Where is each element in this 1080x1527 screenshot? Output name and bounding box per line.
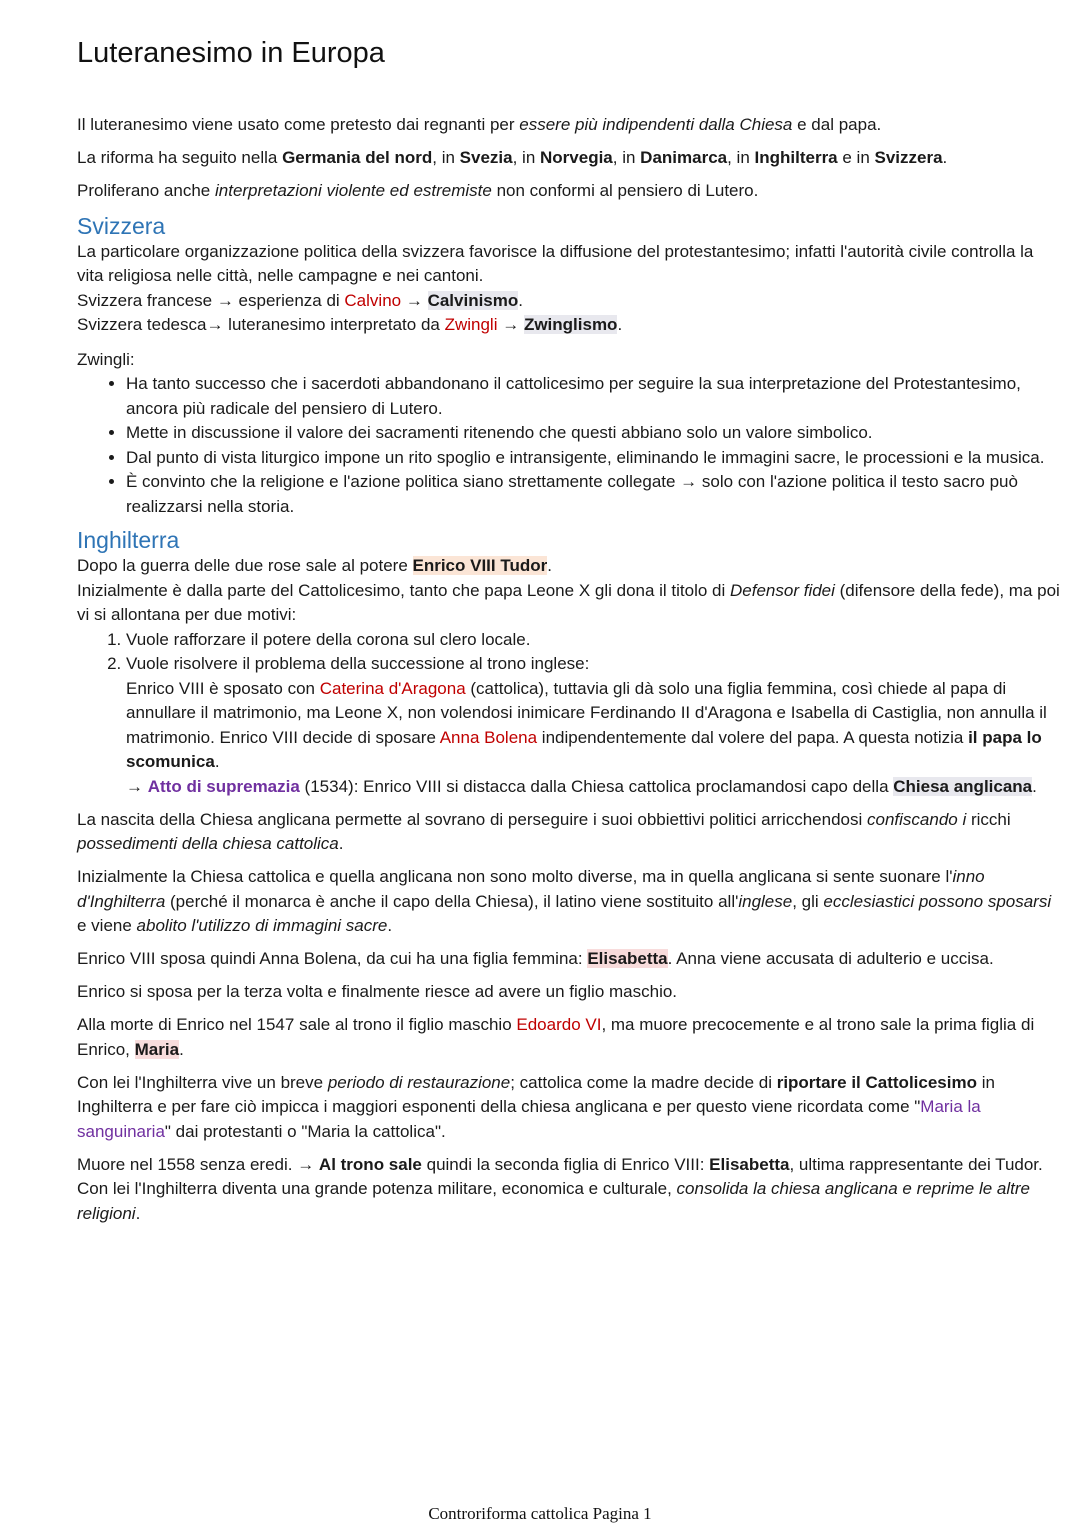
heading-svizzera: Svizzera (77, 212, 166, 239)
elisabetta-paragraph: Muore nel 1558 senza eredi. → Al trono sale quindi la seconda figlia di Enrico VIII: Elisabetta, ultima rappresentante dei Tudor. (77, 1154, 1043, 1174)
page-footer: Controriforma cattolica Pagina 1 (428, 1504, 652, 1523)
zwingli-bullet-list (77, 372, 1062, 519)
intro-paragraph-2: La riforma ha seguito nella Germania del nord, in Svezia, in Norvegia, in Danimarca, in Inghilterra e in Svizzera. (77, 148, 948, 167)
intro-paragraph-1: Il luteranesimo viene usato come pretesto dai regnanti per essere più indipendenti dalla Chiesa e dal papa. (77, 115, 882, 134)
intro-paragraph-3: Proliferano anche interpretazioni violente ed estremiste non conformi al pensiero di Lutero. (77, 181, 759, 200)
list-item: • Mette in discussione il valore dei sacramenti ritenendo che questi abbiano solo un valore simbolico. (126, 421, 1062, 446)
list-item: • Ha tanto successo che i sacerdoti abbandonano il cattolicesimo per seguire la sua interpretazione del Protestantesimo, ancora più radicale del pensiero di Lutero. (126, 372, 1062, 421)
list-item: 1. Vuole rafforzare il potere della corona sul clero locale. (126, 628, 1062, 653)
defensor-paragraph: Inizialmente è dalla parte del Cattolicesimo, tanto che papa Leone X gli dona il titolo di Defensor fidei (difensore della fede), ma poi vi si allontana per due motivi: (77, 580, 1060, 624)
heading-inghilterra: Inghilterra (77, 527, 180, 553)
page-title: Luteranesimo in Europa (77, 37, 385, 69)
morte-enrico-paragraph: Alla morte di Enrico nel 1547 sale al trono il figlio maschio Edoardo VI, ma muore precocemente e al trono sale la prima figlia di Enrico, Maria. (77, 1015, 1035, 1059)
differenze-paragraph: Inizialmente la Chiesa cattolica e quella anglicana non sono molto diverse, ma in quella anglicana si sente suonare l'inno d'Inghilterra (perché il monarca è anche il capo della Chiesa), il latino viene sostituito all'inglese, gli ecclesiastici possono sposarsi e viene abolito l'utilizzo di immagini sacre. (77, 867, 1052, 935)
svizzera-paragraph: La particolare organizzazione politica della svizzera favorisce la diffusione del protestantesimo; infatti l'autorità civile controlla la vita religiosa nelle città, nelle campagne e nei cantoni. (77, 241, 1034, 285)
svizzera-francese-line: Svizzera francese → esperienza di Calvino → Calvinismo. (77, 290, 523, 310)
maria-paragraph: Con lei l'Inghilterra vive un breve periodo di restaurazione; cattolica come la madre decide di riportare il Cattolicesimo in Inghilterra e per fare ciò impicca i maggiori esponenti della chiesa anglicana e per questo viene ricordata come "Maria la sanguinaria" dai protestanti o "Maria la cattolica". (77, 1072, 995, 1141)
motivi-list (77, 628, 1062, 800)
atto-supremazia-line: → Atto di supremazia (1534): Enrico VIII si distacca dalla Chiesa cattolica proclamandosi capo della Chiesa anglicana. (126, 776, 1037, 796)
list-item: • Dal punto di vista liturgico impone un rito spoglio e intransigente, eliminando le immagini sacre, le processioni e la musica. (126, 446, 1062, 471)
nascita-paragraph: La nascita della Chiesa anglicana permette al sovrano di perseguire i suoi obbiettivi politici arricchendosi confiscando i ricchi possedimenti della chiesa cattolica. (77, 809, 1011, 853)
enrico-line: Dopo la guerra delle due rose sale al potere Enrico VIII Tudor. (77, 556, 552, 575)
zwingli-label: Zwingli: (77, 349, 135, 369)
svizzera-tedesca-line: Svizzera tedesca→ luteranesimo interpretato da Zwingli → Zwinglismo. (77, 315, 623, 334)
terza-moglie-paragraph: Enrico si sposa per la terza volta e finalmente riesce ad avere un figlio maschio. (77, 982, 678, 1001)
potenza-paragraph: Con lei l'Inghilterra diventa una grande potenza militare, economica e culturale, consolida la chiesa anglicana e reprime le altre religioni. (77, 1179, 1030, 1223)
document-page (77, 34, 1062, 1226)
anna-bolena-paragraph: Enrico VIII sposa quindi Anna Bolena, da cui ha una figlia femmina: Elisabetta. Anna viene accusata di adulterio e uccisa. (77, 949, 994, 968)
successione-detail: Enrico VIII è sposato con Caterina d'Aragona (cattolica), tuttavia gli dà solo una figlia femmina, così chiede al papa di annullare il matrimonio, ma Leone X, non volendosi inimicare Ferdinando II d'Aragona e Isabella di Castiglia, non annulla il matrimonio. Enrico VIII decide di sposare Anna Bolena indipendentemente dal volere del papa. A questa notizia il papa lo scomunica. (126, 678, 1047, 771)
list-item: 2. Vuole risolvere il problema della successione al trono inglese: Enrico VIII è sposato con Caterina d'Aragona (cattolica), tuttavia gli dà solo una figlia femmina, così chiede al papa di annullare il matrimonio, ma Leone X, non volendosi inimicare Ferdinando II d'Aragona e Isabella di Castiglia, non annulla il matrimonio. Enrico VIII decide di sposare Anna Bolena indipendentemente dal volere del papa. A questa notizia il papa lo scomunica. → Atto di supremazia (1534): Enrico VIII si distacca dalla Chiesa cattolica proclamandosi capo della Chiesa anglicana. (126, 652, 1062, 799)
list-item: • È convinto che la religione e l'azione politica siano strettamente collegate → solo con l'azione politica il testo sacro può realizzarsi nella storia. (126, 470, 1062, 519)
